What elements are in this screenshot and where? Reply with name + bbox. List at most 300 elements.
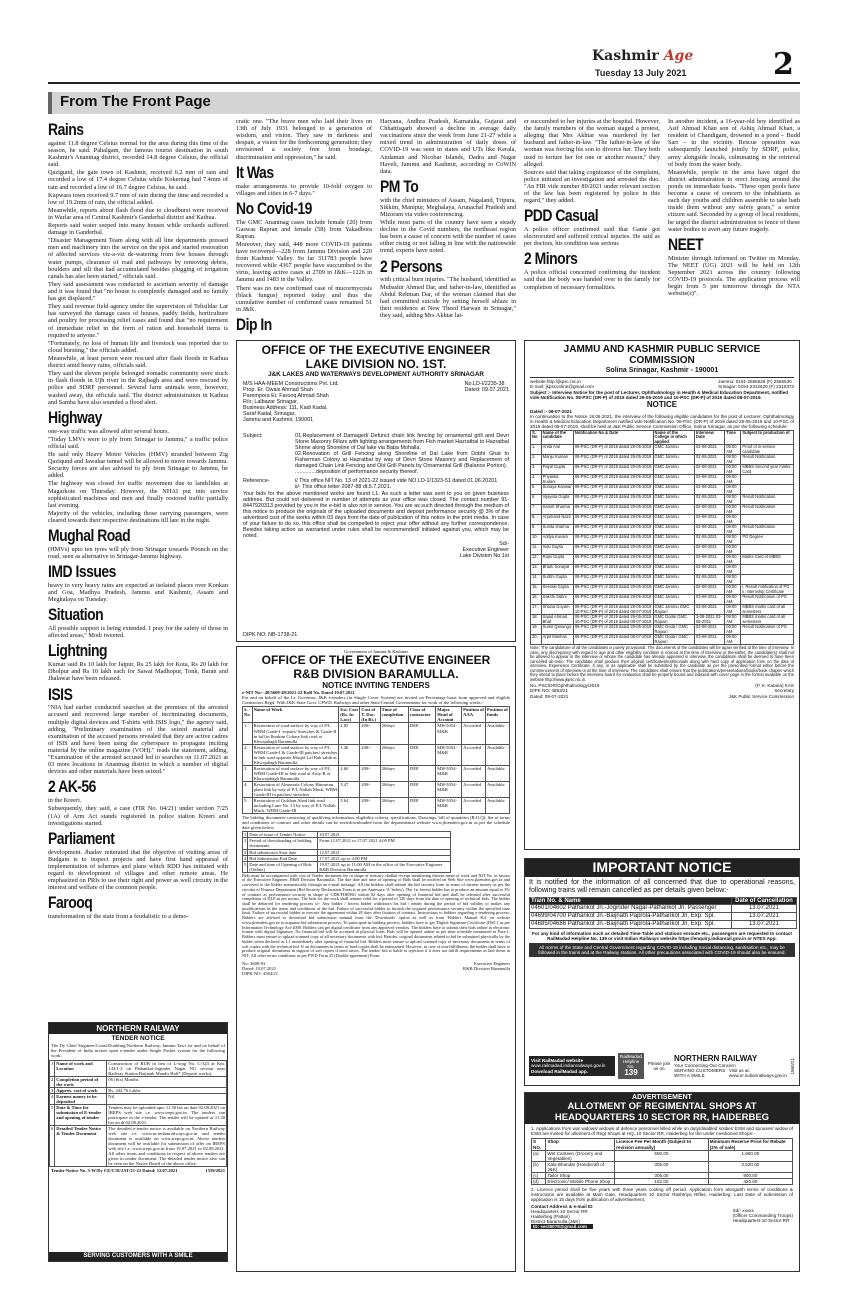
table-cell: Result Notification bbox=[741, 455, 794, 465]
table-cell: Proof of in-service candidate bbox=[741, 445, 794, 455]
ad-title: JAMMU AND KASHMIR PUBLIC SERVICE COMMISSION bbox=[563, 344, 761, 367]
table-cell: Restoration of Almastafa Colony Hitnurtan plant link by way of P/L Nallah Mack, WBM Grade-III in patches/ stretches bbox=[253, 781, 337, 798]
table-cell: MH-5054-M&R bbox=[436, 744, 462, 765]
row-no: 3 bbox=[51, 1087, 54, 1093]
table-cell: 03-08-2021 bbox=[695, 625, 725, 635]
table-cell: Available bbox=[486, 781, 510, 797]
table-cell: DEE bbox=[408, 798, 435, 814]
paragraph: There was no new confirmed case of mucormycosis (black fungus) reported today and thus the cumulative number of confirmed cases remained 51 in J&K. bbox=[236, 284, 372, 313]
table-cell: 02-08-2021 bbox=[695, 515, 725, 525]
table-cell: 09:00 AM bbox=[725, 535, 741, 545]
news-column-1 bbox=[48, 118, 228, 1018]
table-cell: 20. bbox=[531, 635, 542, 645]
ad-banner: SERVING CUSTOMERS WITH A SMILE bbox=[49, 1252, 227, 1261]
table-cell: Restoration of road surface by way of P/L WBM Grade-III in link road at Artty-B at Khawajabagh Baramulla bbox=[252, 765, 339, 781]
table-cell: 9. bbox=[531, 525, 542, 535]
table-cell: Manju Kumari bbox=[541, 455, 573, 465]
footer-line bbox=[674, 1068, 787, 1078]
table-cell: GMC Jammu bbox=[653, 545, 694, 555]
no-line: No. PSC/DR/Ophthalmology/2019 bbox=[530, 683, 600, 689]
table-cell: 4. bbox=[243, 781, 253, 797]
contact-line: Haiderbeg (Pattan) bbox=[531, 1214, 570, 1220]
contact-line: District-Baramulla (J&K) bbox=[531, 1219, 581, 1225]
table-cell: 19. bbox=[531, 625, 542, 635]
table-cell: 09:00 AM bbox=[725, 505, 741, 515]
signature-line: Executive Engineer bbox=[462, 547, 509, 554]
cancel-date: 13.07.2021 bbox=[731, 913, 796, 921]
table-cell: 3. bbox=[243, 765, 253, 781]
headline-situation: Situation bbox=[48, 605, 104, 625]
column-header: S NO. bbox=[532, 1139, 546, 1150]
table-cell: 900.00 bbox=[708, 1172, 792, 1178]
table-cell: 09:00 AM bbox=[725, 615, 741, 625]
table-cell: 305.00 bbox=[615, 1161, 709, 1172]
table-cell: 200/- bbox=[360, 723, 380, 744]
headline-imd-issues: IMD Issues bbox=[48, 562, 116, 582]
no-line: No: 3608-93 bbox=[242, 960, 266, 966]
dipk-no: DIPK NO: 4853/21 bbox=[530, 688, 569, 694]
notes: Bids must be accompanied with cost of Tender document fee in shape of treasury challan receipt mentioning therein name of work and NIT No. in favour of the Executive Engineer, R&B Division Baramulla. The due date and time of opening of Bids shall be notified on Web Site www.jktenders.gov.in and conveyed to the bidder automatically through an e-mail message. All the bidders shall submit the bid security form in terms of earnest money as per the circular of Finance Department (Bid Security Declaration Form is as per Annexure 'A' below). The 1st lowest bidder has to produce an amount equal to 3% of contract as performance security in shape of CDR/FDR/BG within 02 days after opening of financial bid and shall be released after successful completion of DLP as per norms. The bids for the work shall remain valid for a period of 120 days from the date of opening of technical bids. The bidder shall be debarred for tendering process if:- Any bidder / lowest bidder withdraws his bid / tender during the period of bid validity or makes any modifications in the terms and conditions of the bid. Failure of successful bidder to furnish the required performance security within the specified time limit. Failure of successful bidder to execute the agreement within 28 days after fixation of contract. Instructions to bidders regarding e-tendering process. Bidders are advised to download bid submission manual from the 'Downloads' option as well as from 'Bidders Manual Kit' on website www.jktenders.gov.in to acquaint bid submission process. To participate in bidding process, bidders have to get 'Digital Signature Certificate (DSC)' as per Information Technology Act-2000. Bidders can get digital certificate from any approved vendors. The bidders have to submit their bids online in electronic format with digital Signature. No financial bid will be accepted in physical form. Bids will be opened online as per time schedule mentioned in Para-1. Bidders must ensure to upload scanned copy of all necessary documents with bid. Besides, original documents related to bid be submitted physically by the bidder when declared as L1 immediately after opening of financial bid. Bidders must ensure to upload scanned copy of necessary documents in terms of soft copies with the technical bid. If on documents in terms of hard copies shall be entertained. However, in case of non-fulfillment, the bidder shall have to produce original documents in support of soft copies if need arises. The tender/ bid is liable to rejection if it does not fulfill requirements as laid down in NIT. All other terms conditions as per PWD Form 25 (Double agreement) Form. bbox=[242, 872, 510, 958]
paragraph: (HMVs) upto ten tyres will ply from Srinagar towards Poonch on the road, seen as alternative to Srinagar-Jammu highway. bbox=[48, 545, 228, 560]
paragraph: Majority of the vehicles, including those carrying passengers, were cleared towards their respective destinations till late in the night. bbox=[48, 509, 228, 524]
tender-table bbox=[49, 1060, 227, 1168]
table-cell: Indu Gupta bbox=[541, 545, 573, 555]
table-cell: 02-08-2021 bbox=[695, 475, 725, 485]
row-label: Earnest money to be deposited bbox=[55, 1093, 107, 1104]
table-cell: Available bbox=[486, 744, 510, 765]
table-cell: 08-PSC (DR-P) of 2019 dated 29-05-2019 10-PSC (DR-P) of 2019 dated 08-07-2019 bbox=[574, 614, 652, 624]
schedule-cell: Period of downloading of bidding documents bbox=[248, 838, 318, 849]
table-row bbox=[531, 585, 794, 595]
paragraph: Meanwhile, reports about flash flood due to cloudburst were received in Warlar area of Central Kashmir's Ganderbal district and Kathua. bbox=[48, 206, 228, 221]
paragraph: Sources said that taking cognizance of the complaint, police initiated an investigation and arrested the duo. "An FIR vide number 89/2021 under relevant section of the law has been registered by police in this regard," they added. bbox=[524, 168, 660, 205]
column-header: Name of the College in which applied bbox=[653, 430, 694, 445]
table-cell: 08-PSC (DR-P) of 2019 dated 29-05-2019 bbox=[573, 535, 653, 545]
serving: SERVING CUSTOMERS WITH A SMILE bbox=[674, 1067, 726, 1079]
table-cell: 20days bbox=[380, 798, 408, 814]
table-cell: 3.47 bbox=[339, 781, 360, 797]
footer bbox=[242, 961, 510, 976]
schedule-cell: 19.07.2021 up to 11:00 AM in the office of the Executive Engineer R&B Division Baramulla bbox=[318, 861, 451, 872]
column-header: Minimum Reserve Price for Rebate (2% of sale) bbox=[708, 1139, 792, 1150]
column-header: Position of funds bbox=[486, 707, 510, 723]
table-row bbox=[532, 1178, 793, 1184]
table-cell: Accorded bbox=[462, 765, 486, 781]
ad-important-notice bbox=[524, 858, 800, 1086]
table-cell: 420.00 bbox=[708, 1178, 792, 1184]
table-cell: Result Notification bbox=[741, 505, 794, 515]
tender-code: 1559/2021 bbox=[205, 1168, 225, 1174]
reference-item: i/ This office NIT No. 13 of 2021-22 issued vide NO.LD-1/1323-51 dated 01.06.20201 bbox=[295, 477, 498, 484]
email: E-mail: jkpsconline@gmail.com bbox=[530, 383, 594, 389]
intro: In continuation to the Notice 18.06.2021, the interview of the following eligible candidates for the post of Lecturer, Ophthalmology in Health & Medical Education Department notified vide Notification No. 08-PSC (DR-P) of 2019 dated 29-05-2019 and 10-PSC of 2019 dated 08-07-2019, shall be held at J&K Public Service Commission Office, Solina Srinagar, as per the following schedule: bbox=[530, 413, 794, 429]
contact-lines bbox=[531, 1209, 593, 1224]
visit-line: Visit RailMadad website bbox=[531, 1058, 583, 1064]
table-cell: 02-08-2021 bbox=[695, 505, 725, 515]
cancel-date: 13.07.2021 bbox=[731, 905, 796, 913]
subject-item: ..............deposition of performance security thereof. bbox=[295, 469, 419, 476]
ad-subtitle: NOTICE INVITING TENDERS bbox=[322, 681, 430, 691]
table-cell: 08-PSC (DR-P) of 2019 dated 08-07-2019 bbox=[573, 635, 653, 645]
footer-strip bbox=[529, 1049, 795, 1083]
contact-block bbox=[530, 379, 794, 389]
paragraph: In another incident, a 16-year-old boy identified as Asif Ahmad Khan son of Ashiq Ahmad Khan, a resident of Chandigam, drowned in a pond – Budd Sarr – in the vicinity. Rescue operation was subsequently launched jointly by SDRF, police, army alongside locals, culminating in the retrieval of body from the water body. bbox=[668, 118, 800, 168]
paragraph: All possible support is being extended. I pray for the safety of those in affected areas," Modi tweeted. bbox=[48, 625, 228, 640]
note: Note: The candidature of all the candidates is purely provisional. The documents of the candidates will be again verified at the time of interview. In case, any discrepancy with regard to age and other eligibility condition is noticed at the time of interview or thereafter, the candidate(s) shall not be allowed to appear in the interview or whose the candidate has already appeared in interview, the candidature shall be deemed to have been cancelled ab-initio. The candidate shall produce their original certificates/testimonials along with hard copy of application form on the date of interview. Experience Certificate, if any, or as applicable shall be submitted by the candidate as per the prescribed format either before the commencement of interview or at the time of interview. The candidates shall ensure that the publications/presentations/books/book chapter which they intend to place before the interview board for evaluation shall be properly bound and indexed with cover page in the format available on the website http://www.jkpsc.nic.in. bbox=[530, 645, 794, 682]
table-cell: Shazia Goyam bbox=[541, 605, 573, 615]
table-cell: 17. bbox=[531, 605, 542, 615]
table-cell: Rajni Gupta bbox=[541, 555, 573, 565]
table-cell: Anita Arul bbox=[541, 445, 573, 455]
paragraph: "Fortunately, no loss of human life and livestock was reported due to cloud bursting," the officials added. bbox=[48, 339, 228, 354]
table-row bbox=[243, 765, 510, 781]
table-cell: GMC Jammu GMC Rajouri bbox=[653, 605, 694, 615]
headline-neet: NEET bbox=[668, 234, 704, 254]
article-highway bbox=[48, 428, 228, 524]
table-cell: 08-PSC (DR-P) of 2019 dated 29-05-2019 10-PSC (DR-P) of 2019 dated 08-07-2019 bbox=[574, 604, 652, 614]
paragraph: development. Jhadav reiterated that the objective of visiting areas of Budgam is to inspect projects and have first hand appraisal of implementation of schemes and plans which RDD has initiated with regard to development of villages and other remote areas. He emphasized on PRIs to use their right and power as well circuity in the interest and welfare of the common people. bbox=[48, 848, 228, 892]
table-cell bbox=[741, 485, 794, 495]
signature-line: Executive Engineer bbox=[473, 960, 510, 966]
ad-allotment bbox=[524, 1092, 800, 1272]
table-cell: 09:00 AM bbox=[725, 455, 741, 465]
column-header: Subject to production of bbox=[741, 430, 794, 445]
signature bbox=[243, 541, 509, 559]
paragraph: Kupwara town received 9.7 mm of rain during the time and recorded a low of 19.2mm of rain, the official added. bbox=[48, 191, 228, 206]
table-cell: 08-PSC (DR-P) of 2019 dated 29-05-2019 bbox=[573, 575, 653, 585]
headline-2-minors: 2 Minors bbox=[524, 249, 578, 269]
schedule-cell: Bid Submission End Date bbox=[248, 855, 318, 861]
table-cell: GMC Jammu bbox=[653, 445, 694, 455]
table-cell: 200/- bbox=[360, 744, 380, 765]
ref-date: Dated: 09.07.2021 bbox=[464, 387, 509, 394]
table-row bbox=[531, 605, 794, 615]
table-row bbox=[532, 1150, 793, 1161]
address-line: Parempora Er. Farooq Ahmad Shah bbox=[243, 393, 329, 400]
phone: Jammu: 0191-2566528 (F) 2566530 bbox=[718, 378, 792, 384]
table-cell: Sunaya Kanwar bbox=[541, 485, 573, 495]
ad-header-large: HEADQUARTERS 10 SECTOR RR, HAIDERBEG bbox=[554, 1111, 770, 1123]
table-row bbox=[531, 575, 794, 585]
schedule-cell: 3 bbox=[244, 849, 247, 855]
paragraph: er succumbed to her injuries at the hospital. However, the family members of the woman staged a protest, alleging that Mrs Akhtar was murdered by her husband and father-in-law. "The father-in-law of the woman was forcing his son to divorce her. They both used to torture her for one or another reason," they alleged. bbox=[524, 118, 660, 168]
after-table: The bidding documents consisting of qualifying information, eligibility criteria, specifications, Drawings, bill of quantities (B.O.Q), Set of terms and conditions of contract and other details can be seen/downloaded from the departmental website www.jktenders.gov.in as per the schedule date given below: bbox=[242, 815, 510, 831]
table-cell: Kala Bhandar (Handicraft of J&K) bbox=[546, 1161, 615, 1172]
table-cell: Sumit Qanungo bbox=[541, 625, 573, 635]
please-join: Please join us on bbox=[647, 1060, 671, 1071]
table-cell: GMC Jammu bbox=[653, 525, 694, 535]
header-rule bbox=[48, 82, 800, 84]
ref-block bbox=[465, 381, 509, 393]
table-cell: 09:00 AM bbox=[725, 465, 741, 475]
schedule-cell: Date and time of Opening of Bids (Online) bbox=[248, 861, 318, 872]
table-cell: 09:00 AM bbox=[725, 485, 741, 495]
helpline-block bbox=[618, 1053, 644, 1079]
table-cell: Arjumand Nazir bbox=[541, 515, 573, 525]
table-cell: GMC Jammu bbox=[653, 585, 694, 595]
table-cell: 152.00 bbox=[615, 1178, 709, 1184]
table-cell: 09:00 AM bbox=[725, 495, 741, 505]
column-header: Class of contractor bbox=[408, 707, 435, 723]
table-cell: 09:00 AM bbox=[725, 595, 741, 605]
headline-mughal-road: Mughal Road bbox=[48, 526, 131, 546]
dated: Dated :- 09-07-2021 bbox=[530, 408, 572, 414]
ad-header: NORTHERN RAILWAY bbox=[49, 1023, 227, 1034]
paragraph: A police officer confirmed said that Ganie got electrocuted and suffered critical injuries. He said as per doctors, his condition was serious bbox=[524, 226, 660, 248]
column-header: S. No bbox=[243, 707, 253, 723]
table-cell: Result Notification of PG bbox=[741, 625, 794, 635]
headline-it-was: It Was bbox=[236, 162, 274, 182]
table-cell: Arpit Manhas bbox=[541, 635, 573, 645]
table-cell bbox=[741, 565, 794, 575]
ad-address: Solina Srinagar, Kashmir - 190001 bbox=[530, 367, 794, 378]
table-cell: 7. bbox=[531, 505, 542, 515]
table-cell: MH-5054-M&R bbox=[436, 798, 462, 814]
table-cell: GMC Jammu bbox=[653, 595, 694, 605]
table-cell: Aditya Kuvam bbox=[541, 535, 573, 545]
table-cell: 02-08-2021 bbox=[695, 525, 725, 535]
table-cell: 13. bbox=[531, 565, 542, 575]
table-cell: 09:00 AM bbox=[725, 545, 741, 555]
paragraph: A police official concerned confirming the incident said that the body was handed over to the family for completion of necessary formalities. bbox=[524, 269, 660, 291]
column-header: Name of the candidate bbox=[541, 430, 573, 445]
helpline-label: RailMadad Helpline No. bbox=[620, 1054, 642, 1070]
paragraph: Kumar said Rs 10 lakh for Jaipur, Rs 25 lakh for Kota, Rs 20 lakh for Dholpur and Rs 10 lakh each for Sawai Madhopur, Tonk, Baran and Jhalawar have been released. bbox=[48, 661, 228, 683]
masthead bbox=[0, 0, 848, 88]
table-cell bbox=[741, 515, 794, 525]
table-cell: DEE bbox=[408, 765, 435, 781]
table-cell: 3. bbox=[531, 465, 542, 475]
works-table bbox=[242, 706, 510, 814]
news-column-5 bbox=[668, 118, 800, 340]
table-cell: (c) bbox=[532, 1172, 546, 1178]
table-cell: 8. bbox=[531, 515, 542, 525]
signature bbox=[729, 683, 794, 698]
schedule-cell: 10.07.2021 bbox=[318, 832, 451, 838]
paragraph: heavy to very heavy rains are expected at isolated places over Konkan and Goa, Madhya Pradesh, Jammu and Kashmir, Assam and Meghalaya on Tuesday. bbox=[48, 581, 228, 604]
address-line: Saraf Kadal, Srinagar, bbox=[243, 411, 296, 418]
contact-label: Contact Address & e-mail ID bbox=[531, 1203, 593, 1209]
table-cell: 08-PSC (DR-P) of 2019 dated 29-05-2019 bbox=[573, 445, 653, 455]
paragraph: While most parts of the country have seen a steady decline in the Covid numbers, the northeast region has been a cause of concern with the number of cases either rising or not falling in line with the nationwide trend, experts have noted. bbox=[380, 219, 516, 255]
reference-item: ii/- This office letter 2087-88 dt.5.7.2021. bbox=[295, 483, 392, 490]
table-row bbox=[532, 1161, 793, 1172]
paragraph: They said the eleven people belonged nomadic community were stuck in flash floods in Ujh river in the Rajbagh area and were rescued by police and SDRF personnel. Several farm animals were, however, washed away, the officials said. The district administration in Kathua and Samba have also sounded a flood alert. bbox=[48, 370, 228, 406]
side-code: 1560/21 bbox=[789, 1057, 795, 1075]
column-header: Time of completion bbox=[380, 707, 408, 723]
schedule-cell: 2 bbox=[243, 838, 248, 849]
table-cell: 08-PSC (DR-P) of 2019 dated 29-05-2019 bbox=[573, 465, 653, 475]
table-cell: 20days bbox=[380, 744, 408, 765]
table-cell: 08-PSC (DR-P) of 2019 dated 29-05-2019 bbox=[573, 505, 653, 515]
row-no: 4 bbox=[50, 1093, 55, 1104]
row-value: Rs. 442.76 Lakhs bbox=[107, 1087, 227, 1093]
table-cell: Accorded bbox=[462, 723, 486, 744]
subject-item: 02.Renovation of Grill Fencing along Shoreline of Dal Lake from Dobhi Ghat to Fisherman Colony at Hazratbal by way of Devri Stone Masonry and Replacement of damaged Chain Link Fencing and Old Grill Panels by Ornamental Grill (Balance Portion). bbox=[295, 451, 509, 470]
schedule-cell: 1 bbox=[244, 832, 247, 838]
table-cell bbox=[741, 475, 794, 485]
table-cell: GMC Jammu bbox=[653, 575, 694, 585]
paragraph: Haryana, Andhra Pradesh, Karnataka, Gujarat and Chhattisgarh showed a decline in average daily vaccinations since the week from June 21-27 while a mixed trend in administration of daily doses of COVID-19 was seen in states and UTs like Kerala, Andaman and Nicobar Islands, Dadra and Nagar Haveli, Jammu and Kashmir, according to CoWIN data. bbox=[380, 118, 516, 175]
table-cell: Available bbox=[486, 798, 510, 814]
table-cell: Payal Gupta bbox=[541, 465, 573, 475]
table-cell: MH-5054-M&R bbox=[436, 781, 462, 797]
table-row bbox=[243, 744, 510, 765]
paragraph: They said revenue field agency under the supervision of Tehsildar Lar has surveyed the damage cases of houses, paddy fields, horticulture and poultry for processing relief cases and found that "no requirement of immediate relief in the form of ration and household items is required to anyone." bbox=[48, 303, 228, 339]
table-cell: GMC Doda / GMC Rajouri bbox=[653, 635, 694, 645]
row-value: The detailed e-tender notice is available on Northern Railway web site i.e. www.nr.indianrailways.gov.in and tender document is available on www.ireps.gov.in. Above tenders document will be available for submission of offer on IREPS web site i.e. www.ireps.gov.in from 19.07.2021 to 02.08.2021. All other terms and conditions in respect of above tenders are given in tender document. The detailed tender notice also can be seen on the Notice Board of the above office. bbox=[108, 1126, 225, 1167]
table-row bbox=[531, 565, 794, 575]
headline-rains: Rains bbox=[48, 120, 84, 139]
table-cell: 2.60 bbox=[339, 765, 360, 781]
table-cell: 14. bbox=[531, 575, 542, 585]
section-title: From The Front Page bbox=[60, 93, 211, 110]
notice-label: NOTICE bbox=[646, 399, 678, 409]
news-column-3 bbox=[380, 118, 516, 340]
table-cell: 09:00 AM bbox=[725, 605, 741, 615]
table-row bbox=[531, 465, 794, 475]
table-cell: 02-08-2021 bbox=[695, 455, 725, 465]
ad-title-1: OFFICE OF THE EXECUTIVE ENGINEER bbox=[261, 343, 491, 357]
issue-date: Tuesday 13 July 2021 bbox=[595, 68, 687, 78]
column-header: Notification No & Date bbox=[573, 430, 653, 445]
table-cell: 02-08-2021 bbox=[695, 465, 725, 475]
contact-line: Headquarters 10 Sector RR bbox=[531, 1209, 588, 1215]
schedule-cell: 12.07.2021 bbox=[318, 849, 451, 855]
row-value: Nil bbox=[107, 1093, 227, 1104]
table-cell: 200/- bbox=[360, 781, 380, 797]
table-cell: 08-PSC (DR-P) of 2019 dated 29-05-2019 bbox=[573, 455, 653, 465]
table-cell bbox=[741, 635, 794, 645]
cancel-date: 13.07.2021 bbox=[731, 920, 796, 928]
table-cell: 02-08-2021 bbox=[695, 585, 725, 595]
table-row bbox=[50, 1076, 227, 1087]
table-row bbox=[530, 905, 797, 913]
newspaper-logo: Kashmir Age bbox=[592, 48, 694, 64]
table-row bbox=[530, 913, 797, 921]
schedule-cell: 4 bbox=[244, 855, 247, 861]
paragraph: Minister through informed on Twitter on Monday. The NEET (UG) 2021 will be held on 12th September 2021 across the country following COVID-19 protocols. The application process will begin from 5 pm tomorrow through the NTA website(s)". bbox=[668, 254, 800, 298]
train-name: 04685/04686 Pathankot Jn.-Baijnath Paprola-Pathankot Jn. Exp. Spl. bbox=[530, 920, 732, 928]
news-column-4 bbox=[524, 118, 660, 340]
table-cell: 09:00 AM bbox=[725, 555, 741, 565]
table-cell: Restoration of road surface by way of P/L WBM Grade-I & Grade-III patches/ stretches in link road opposite Masjid Lal Bab sahib at Khwajabagh Baramulla bbox=[253, 744, 338, 765]
table-row bbox=[531, 475, 794, 485]
table-cell: Seeraki Gupta bbox=[541, 585, 573, 595]
paragraph: The highway was closed for traffic movement due to landslides at Magarkote on Thursday. However, the NHAI put into service sophisticated machines and men and finally restored traffic partially last evening. bbox=[48, 480, 228, 509]
column-header: Shop bbox=[546, 1139, 615, 1150]
column-header: S. No bbox=[531, 430, 542, 445]
signature-line: Sd/- bbox=[499, 541, 509, 547]
paragraph: The GMC Anantnag cases include female (20) from Gaswas Rapran and female (58) from Yakadbora Rapran. bbox=[236, 218, 372, 240]
table-cell: (a) bbox=[532, 1150, 546, 1161]
table-cell: 200/- bbox=[360, 798, 380, 814]
news-column-2 bbox=[236, 118, 372, 340]
paragraph: Moreover, they said, 448 more COVID-19 patients have recovered—228 from Jammu Division and 220 from Kashmir Valley. So far 311783 people have recovered while 4367 people have succumbed to the virus, leaving active cases at 2709 in J&K—1226 in Jammu and 1483 in the Valley. bbox=[236, 240, 372, 284]
ad-footer bbox=[49, 1168, 227, 1173]
table-cell: 1,960.00 bbox=[708, 1150, 792, 1161]
ad-address-block bbox=[243, 381, 509, 431]
table-row bbox=[531, 635, 794, 645]
table-cell: 02-08-2021 bbox=[695, 495, 725, 505]
schedule-cell: 5 bbox=[243, 861, 248, 872]
row-no: 6 bbox=[50, 1126, 55, 1167]
table-cell: 09:00 AM bbox=[725, 635, 741, 645]
row-no: 5 bbox=[50, 1104, 55, 1125]
row-label: Completion period of the work bbox=[55, 1076, 107, 1087]
table-cell: 20days bbox=[380, 723, 408, 744]
table-row bbox=[531, 525, 794, 535]
table-cell: Vijayeta Gupta bbox=[541, 495, 573, 505]
table-cell: Available bbox=[486, 765, 510, 781]
row-label: Name of work and Location bbox=[55, 1060, 107, 1076]
table-row bbox=[531, 495, 794, 505]
table-cell: Result Notification bbox=[741, 495, 794, 505]
table-row bbox=[531, 445, 794, 455]
reference-label: Reference- bbox=[243, 477, 270, 484]
table-cell bbox=[741, 575, 794, 585]
table-cell: Electronic/ Mobile Phone Shop bbox=[546, 1178, 615, 1184]
ad-header bbox=[525, 1093, 799, 1124]
table-cell: Sajad Ahmad Bhat bbox=[541, 615, 573, 625]
paragraph: "Today LMVs were to ply from Srinagar to Jammu," a traffic police official said. bbox=[48, 435, 228, 450]
signature-line: Sd/- xxxxx bbox=[732, 1207, 754, 1213]
helpline-number: 139 bbox=[624, 1068, 638, 1078]
railmadad-link[interactable]: www.railmadad.indianrailways.gov.in bbox=[531, 1063, 606, 1069]
dipk-no: DIPK NO: NB-1738-21 bbox=[243, 631, 298, 638]
row-label: Date & Time for submission of E-tender and opening of tender bbox=[55, 1104, 107, 1125]
tender-notice-no: Tender Notice No. 3-W/Dy CE/C/D/JAT/21-22 Dated: 12.07.2021 bbox=[51, 1168, 178, 1174]
table-cell: 08-PSC (DR-P) of 2019 dated 29-05-2019 bbox=[573, 595, 653, 605]
paragraph: with critical burn injuries. "The husband, identified as Mubashir Ahmed Dar, and father-in-law, identified as Abdul Rehman Dar, of the woman claimed that she had committed suicide by setting herself ablaze in their residence at New Theed Harwan in Srinagar," they said, adding Mrs Akhtar lat- bbox=[380, 276, 516, 319]
para-2: 2. Licence period shall be five years with three years cooling off period. Application form alongwith terms of conditions & instructions are available at Main Gate, Headquarters 10 Sector Rashtriya Rifles, Haiderbeg. Last Date of submission of application is 15 days from publication of advertisement. bbox=[531, 1186, 793, 1202]
table-cell: 2.85 bbox=[339, 723, 360, 744]
schedule-cell: Bid submission Start date bbox=[248, 849, 318, 855]
row-label: Approx. cost of work bbox=[55, 1087, 107, 1093]
nr-brand: NORTHERN RAILWAY bbox=[674, 1053, 758, 1063]
table-cell: DEE bbox=[408, 723, 435, 744]
table-row bbox=[243, 781, 510, 797]
table-row bbox=[50, 1126, 227, 1167]
table-row bbox=[531, 595, 794, 605]
table-cell: GMC Jammu bbox=[653, 495, 694, 505]
schedule-row bbox=[243, 861, 451, 872]
table-cell: GMC Jammu bbox=[653, 485, 694, 495]
headline-pdd-casual: PDD Casual bbox=[524, 206, 599, 226]
paragraph: Reports said water seeped into many houses while orchards suffered damage in Ganderbal. bbox=[48, 222, 228, 237]
col-train: Train No. & Name bbox=[530, 897, 732, 905]
paragraph: "NIA had earlier conducted searches at the premises of the arrested accused and recovered large number of incriminating documents, multiple digital devices and T-shirts with ISIS logo," the agency said, adding, "Preliminary examination of the seized material and examination of the accused persons revealed that they are active cadres of ISIS and have been using the cyberspace to propagate inciting material by the online magazine (VOH)." reads the statement, adding, "Examination of the arrested accused led to searches on 11.07.2021 at 03 more locations in Anantnag district in which a number of digital devices and other materials have been seized." bbox=[48, 704, 228, 776]
ad-rb-division bbox=[236, 646, 516, 1272]
signature-line: J&K Public Service Commission bbox=[728, 693, 794, 699]
signature-line: (P. K. Kataria) KAS bbox=[755, 683, 794, 689]
info: For any kind of information such as detailed Time-Table and stations enroute etc., passengers are requested to contact RailMadad Helpline No. 139 or visit Indian Railways website https://enquiry.indianrail.gov.in or NTES App. bbox=[532, 930, 792, 941]
table-cell: 200/- bbox=[360, 765, 380, 781]
nr-website[interactable]: Visit us at: www.nr.indianrailways.gov.in bbox=[728, 1067, 787, 1079]
table-cell bbox=[741, 545, 794, 555]
para-1: 1. Applications from war widows/ widows of defence personnel killed while on duty/disabled soldier/ ESM and spouses/ widow of ESM are invited for allotment of Regt Shops at HQ, 10 Sector RR, Haiderbeg for the under mentioned Shops:- bbox=[531, 1126, 793, 1137]
table-cell: 09:00 AM bbox=[725, 525, 741, 535]
table-cell: GMC Jammu bbox=[653, 515, 694, 525]
paragraph: Qazigund, the gate town of Kashmir, received 6.2 mm of rain and recorded a low of 17.4 degree Celsius while Kokernag had 7.4mm of rain and recorded a low of 16.7 degree Celsius, he said. bbox=[48, 169, 228, 191]
address-line: R/o; Lalbazar Srinagar, bbox=[243, 399, 299, 406]
table-cell: MH-5054-M&R bbox=[436, 723, 462, 744]
table-cell: 09:00 AM bbox=[725, 585, 741, 595]
table-cell: 08-PSC (DR-P) of 2019 dated 29-05-2019 bbox=[573, 585, 653, 595]
train-name: 04601/04602 Pathankot Jn.-Joginder Nagar-Pathankot Jn. Passenger bbox=[530, 905, 732, 913]
table-cell: 09:00 AM bbox=[725, 475, 741, 485]
intro: It is notified for the information of all concerned that due to operational reasons, following trains will remain cancelled as per details given below:- bbox=[529, 878, 795, 894]
